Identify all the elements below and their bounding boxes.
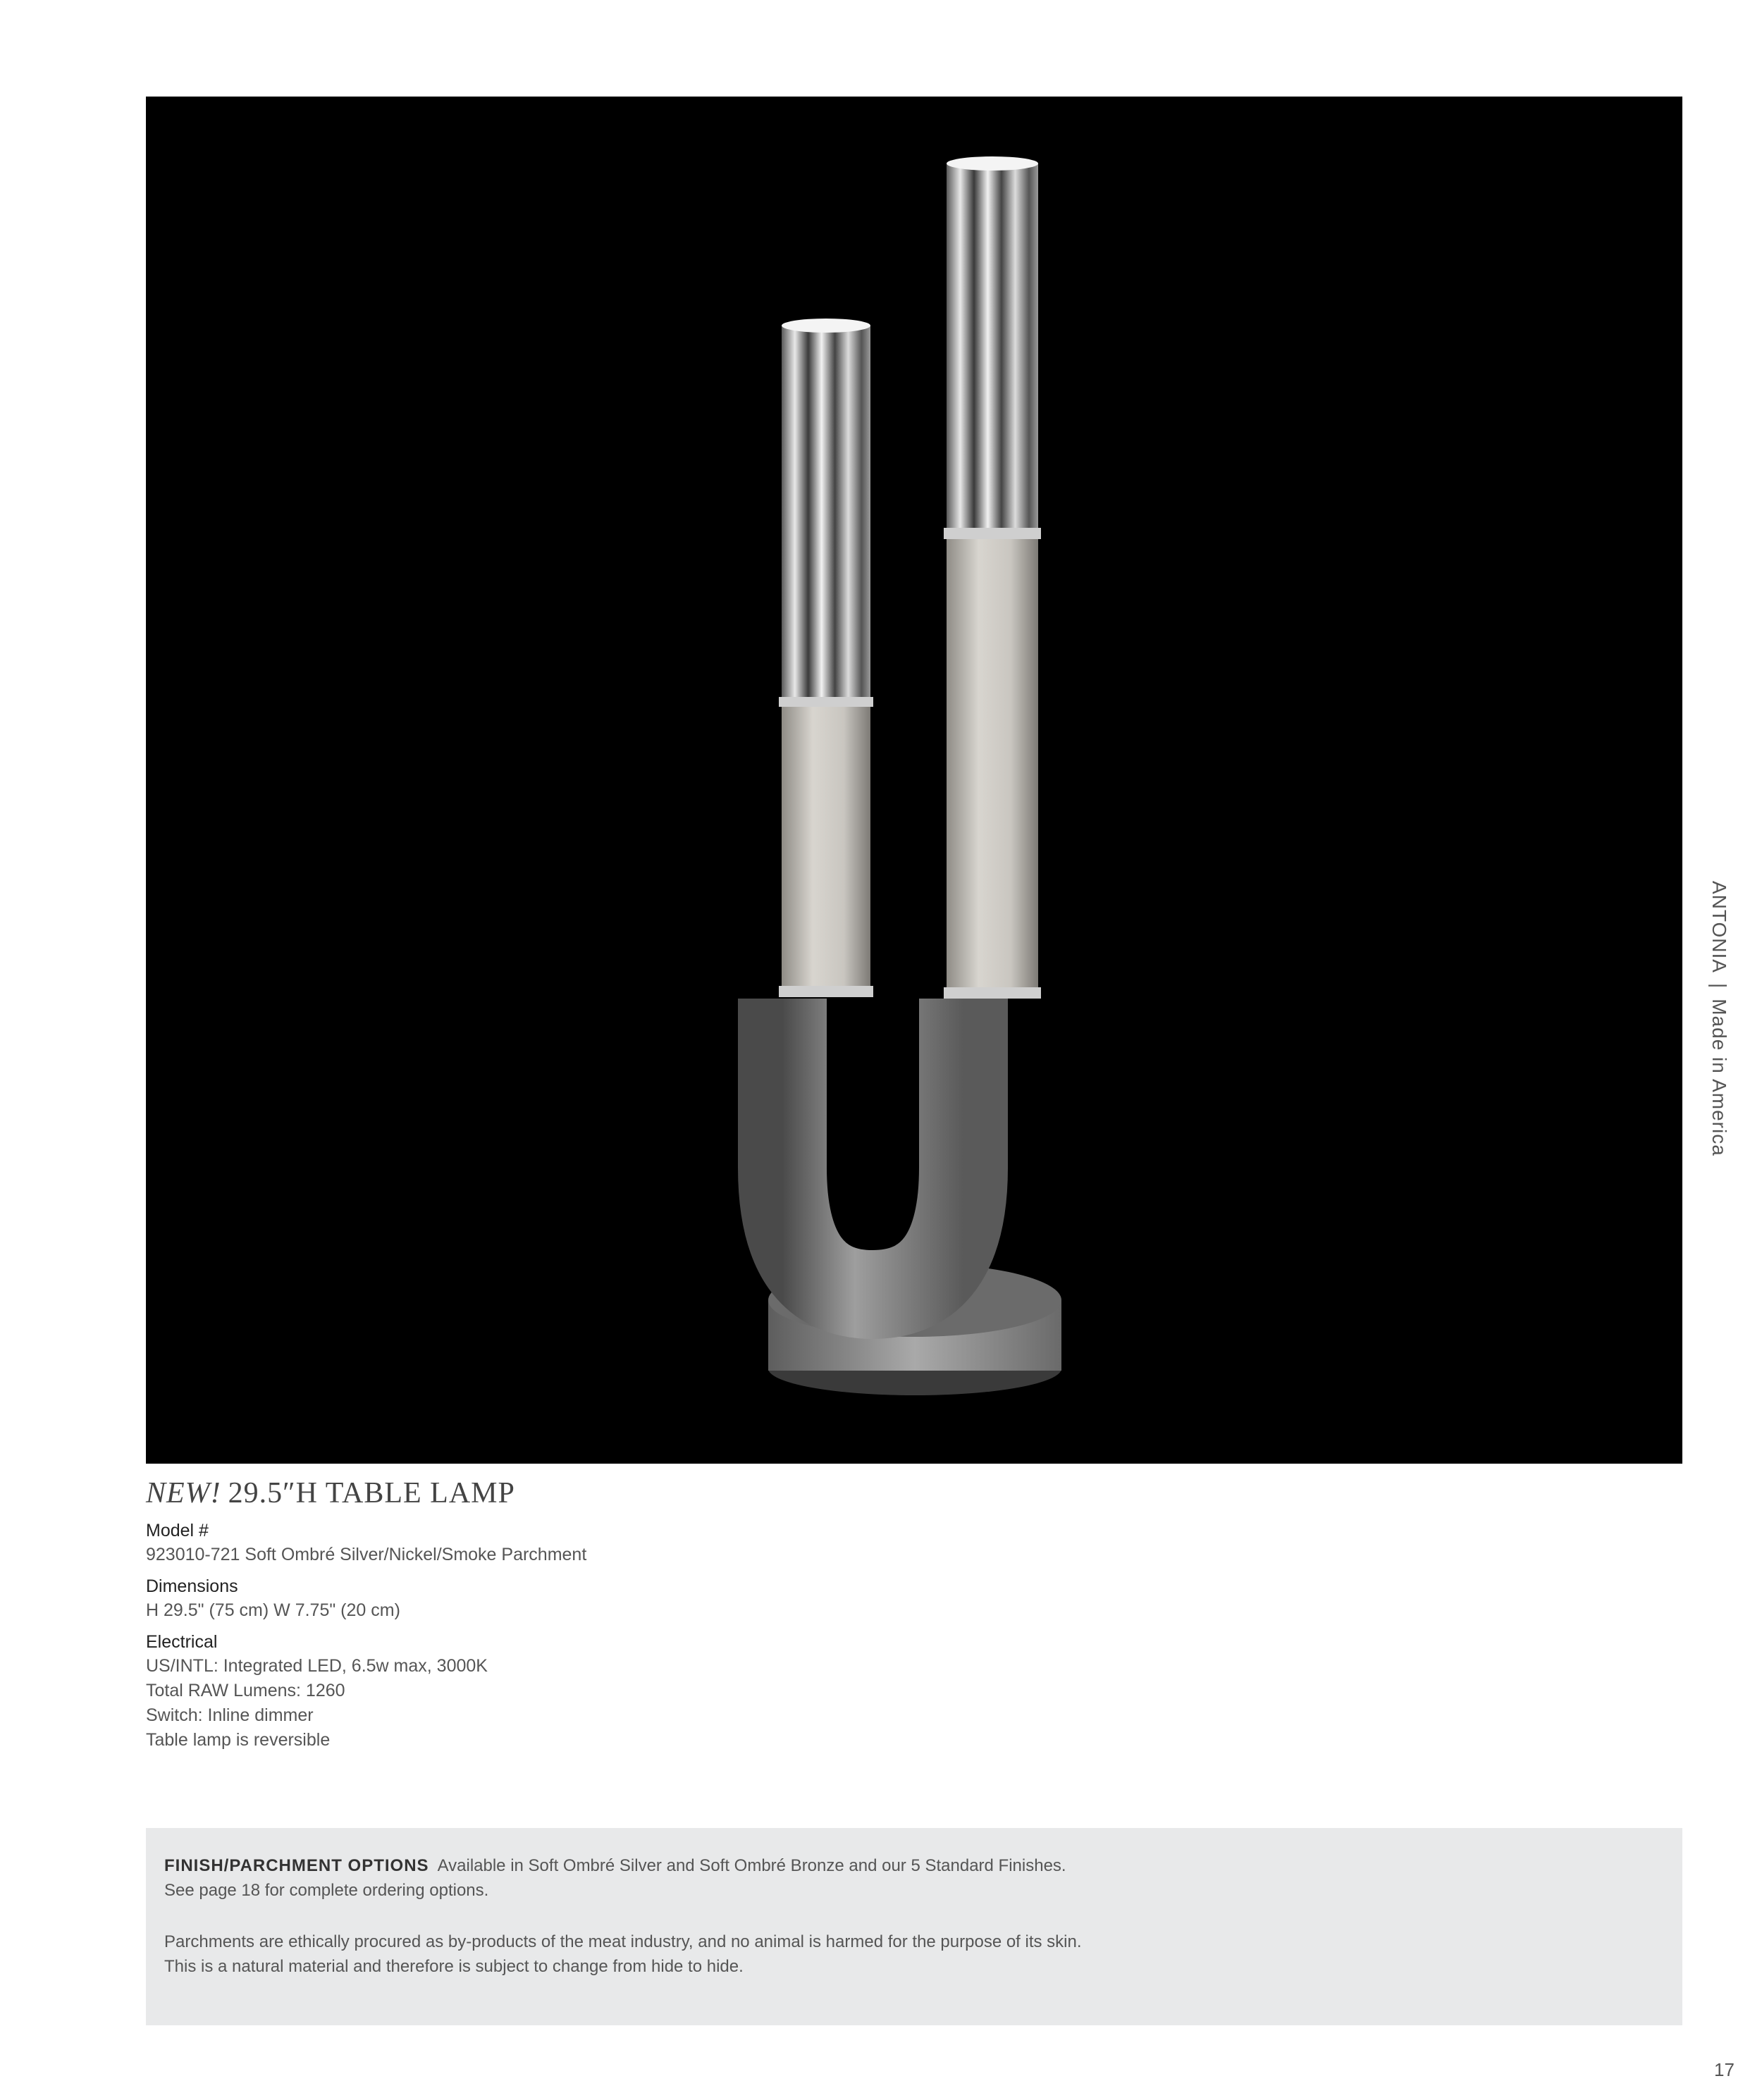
spec-electrical — [146, 1630, 992, 1753]
spec-line: 923010-721 Soft Ombré Silver/Nickel/Smoke Parchment — [146, 1545, 587, 1564]
right-crystal-cap — [947, 156, 1038, 171]
lamp-u-tube — [782, 999, 963, 1295]
left-crystal-cap — [782, 319, 870, 333]
left-collar-upper — [779, 697, 873, 707]
right-collar-upper — [944, 528, 1041, 539]
right-parchment-sleeve — [947, 539, 1038, 990]
spec-line: H 29.5" (75 cm) W 7.75" (20 cm) — [146, 1600, 400, 1620]
spec-heading: Dimensions — [146, 1576, 238, 1596]
options-spacer — [164, 1903, 1664, 1929]
spec-line: US/INTL: Integrated LED, 6.5w max, 3000K — [146, 1656, 488, 1676]
spec-line: Total RAW Lumens: 1260 — [146, 1681, 345, 1700]
page-number: 17 — [1714, 2059, 1735, 2080]
options-text-1: Available in Soft Ombré Silver and Soft Ombré Bronze and our 5 Standard Finishes. — [437, 1856, 1066, 1875]
product-title — [146, 1476, 515, 1510]
spec-line: Table lamp is reversible — [146, 1730, 331, 1750]
spec-heading: Model # — [146, 1521, 209, 1540]
options-heading: FINISH/PARCHMENT OPTIONS — [164, 1856, 429, 1875]
table-lamp-illustration — [146, 97, 1682, 1464]
right-collar-lower — [944, 987, 1041, 999]
options-paragraph-1 — [164, 1853, 1664, 1878]
spec-line: Switch: Inline dimmer — [146, 1705, 314, 1725]
left-crystal-rod — [782, 326, 870, 699]
product-name: 29.5″H TABLE LAMP — [228, 1477, 515, 1509]
spec-dimensions — [146, 1574, 992, 1623]
left-parchment-sleeve — [782, 707, 870, 989]
side-label-separator: | — [1708, 982, 1730, 989]
spec-heading: Electrical — [146, 1632, 218, 1652]
collection-name: ANTONIA — [1708, 881, 1730, 973]
collection-side-label — [1708, 881, 1730, 1156]
left-collar-lower — [779, 986, 873, 997]
options-text-3: Parchments are ethically procured as by-products of the meat industry, and no animal is harmed for the purpose of its skin. — [164, 1932, 1082, 1951]
finish-options-box — [146, 1828, 1682, 2025]
new-label: NEW! — [146, 1477, 221, 1509]
spec-model — [146, 1519, 992, 1567]
collection-tagline: Made in America — [1708, 999, 1730, 1156]
options-text-2: See page 18 for complete ordering options. — [164, 1881, 489, 1900]
options-text-4: This is a natural material and therefore is subject to change from hide to hide. — [164, 1957, 744, 1976]
product-specs — [146, 1519, 992, 1760]
product-photo — [146, 97, 1682, 1464]
